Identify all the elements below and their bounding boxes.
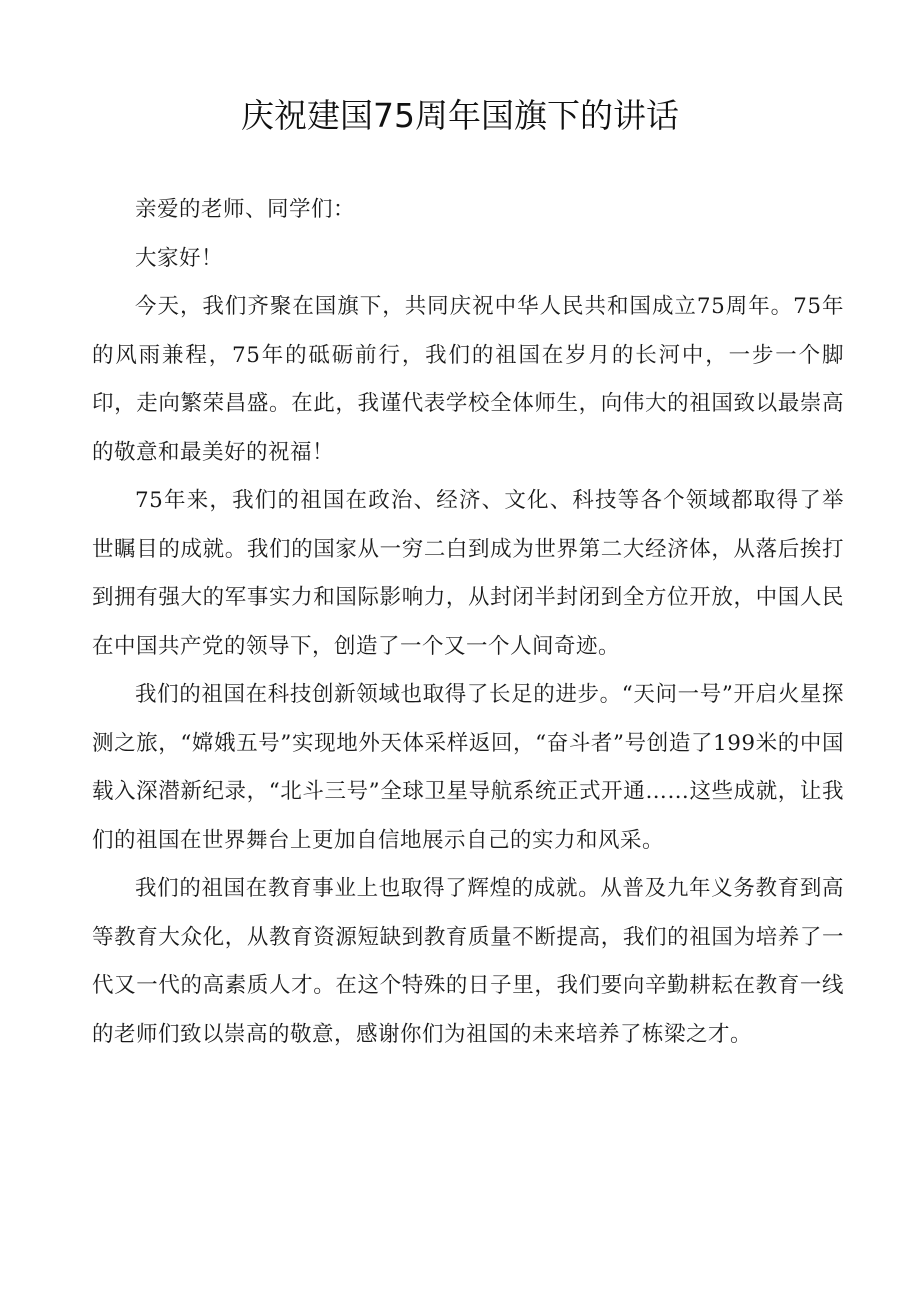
salutation: 亲爱的老师、同学们：	[135, 197, 356, 222]
paragraph-achievements: 75年来，我们的祖国在政治、经济、文化、科技等各个领域都取得了举世瞩目的成就。我们的国家从一穷二白到成为世界第二大经济体，从落后挨打到拥有强大的军事实力和国际影响力，从封闭半封闭到全方位开放，中国人民在中国共产党的领导下，创造了一个又一个人间奇迹。	[92, 488, 844, 659]
paragraph-technology: 我们的祖国在科技创新领域也取得了长足的进步。“天问一号”开启火星探测之旅，“嫦娥五号”实现地外天体采样返回，“奋斗者”号创造了199米的中国载入深潜新纪录，“北斗三号”全球卫星导航系统正式开通……这些成就，让我们的祖国在世界舞台上更加自信地展示自己的实力和风采。	[92, 682, 844, 853]
document-title: 庆祝建国75周年国旗下的讲话	[241, 96, 679, 135]
paragraph-education: 我们的祖国在教育事业上也取得了辉煌的成就。从普及九年义务教育到高等教育大众化，从教育资源短缺到教育质量不断提高，我们的祖国为培养了一代又一代的高素质人才。在这个特殊的日子里，我们要向辛勤耕耘在教育一线的老师们致以崇高的敬意，感谢你们为祖国的未来培养了栋梁之才。	[92, 876, 844, 1047]
paragraph-intro: 今天，我们齐聚在国旗下，共同庆祝中华人民共和国成立75周年。75年的风雨兼程，75年的砥砺前行，我们的祖国在岁月的长河中，一步一个脚印，走向繁荣昌盛。在此，我谨代表学校全体师生，向伟大的祖国致以最崇高的敬意和最美好的祝福！	[92, 294, 844, 465]
document-body	[92, 186, 844, 1059]
greeting: 大家好！	[135, 245, 224, 271]
